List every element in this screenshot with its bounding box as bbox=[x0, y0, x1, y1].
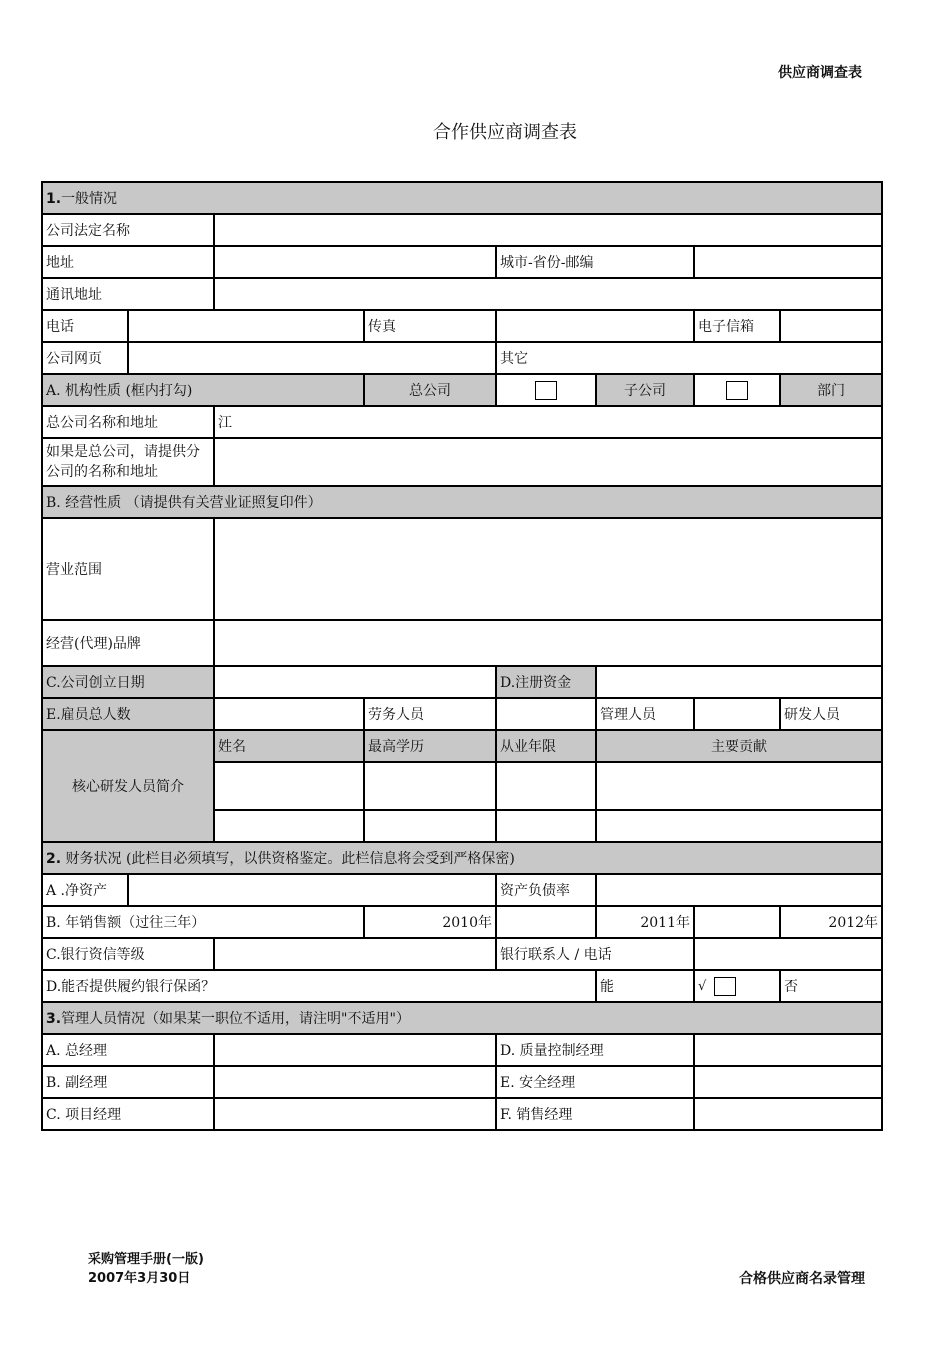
row-sales bbox=[42, 906, 882, 938]
branch-field[interactable] bbox=[214, 438, 882, 486]
core-rnd-years-1[interactable] bbox=[496, 762, 596, 810]
biz-nature-heading: B. 经营性质 （请提供有关营业证照复印件） bbox=[42, 486, 882, 518]
footer-right: 合格供应商名录管理 bbox=[739, 1271, 865, 1287]
sales-2012-label: 2012年 bbox=[780, 906, 882, 938]
core-rnd-contrib-1[interactable] bbox=[596, 762, 882, 810]
section-3-heading-row bbox=[42, 1002, 882, 1034]
sales-mgr-field[interactable] bbox=[694, 1098, 882, 1130]
branch-prompt-label: 如果是总公司，请提供分公司的名称和地址 bbox=[42, 438, 214, 486]
page-title: 合作供应商调查表 bbox=[433, 122, 577, 143]
rnd-label: 研发人员 bbox=[780, 698, 882, 730]
row-head-office bbox=[42, 406, 882, 438]
subsidiary-label: 子公司 bbox=[596, 374, 694, 406]
employees-label: E.雇员总人数 bbox=[42, 698, 214, 730]
biz-scope-label: 营业范围 bbox=[42, 518, 214, 620]
core-rnd-edu-1[interactable] bbox=[364, 762, 496, 810]
biz-scope-field[interactable] bbox=[214, 518, 882, 620]
dgm-label: B. 副经理 bbox=[42, 1066, 214, 1098]
sales-label: B. 年销售额（过往三年） bbox=[42, 906, 364, 938]
legal-name-label: 公司法定名称 bbox=[42, 214, 214, 246]
brands-label: 经营(代理)品牌 bbox=[42, 620, 214, 666]
safety-label: E. 安全经理 bbox=[496, 1066, 694, 1098]
row-address bbox=[42, 246, 882, 278]
core-rnd-edu-2[interactable] bbox=[364, 810, 496, 842]
head-office-checkbox-cell bbox=[496, 374, 596, 406]
bank-contact-label: 银行联系人 / 电话 bbox=[496, 938, 694, 970]
pm-field[interactable] bbox=[214, 1098, 496, 1130]
row-founded bbox=[42, 666, 882, 698]
footer-manual: 采购管理手册(一版) bbox=[88, 1252, 204, 1267]
guarantee-yes-label: 能 bbox=[596, 970, 694, 1002]
row-contact bbox=[42, 310, 882, 342]
fax-label: 传真 bbox=[364, 310, 496, 342]
header-right-label: 供应商调查表 bbox=[778, 65, 862, 81]
section-2-heading: 2. 财务状况 (此栏目必须填写，以供资格鉴定。此栏信息将会受到严格保密) bbox=[42, 842, 882, 874]
col-edu-header: 最高学历 bbox=[364, 730, 496, 762]
guarantee-check-cell bbox=[694, 970, 780, 1002]
other-label: 其它 bbox=[496, 342, 882, 374]
bank-contact-field[interactable] bbox=[694, 938, 882, 970]
phone-field[interactable] bbox=[128, 310, 364, 342]
core-rnd-contrib-2[interactable] bbox=[596, 810, 882, 842]
safety-field[interactable] bbox=[694, 1066, 882, 1098]
employees-field[interactable] bbox=[214, 698, 364, 730]
footer-left bbox=[88, 1250, 204, 1288]
email-label: 电子信箱 bbox=[694, 310, 780, 342]
head-name-addr-field[interactable]: 江 bbox=[214, 406, 882, 438]
head-office-checkbox[interactable] bbox=[535, 381, 557, 400]
col-contrib-header: 主要贡献 bbox=[596, 730, 882, 762]
row-core-rnd-header bbox=[42, 730, 882, 762]
sales-mgr-label: F. 销售经理 bbox=[496, 1098, 694, 1130]
sales-2011-field[interactable] bbox=[694, 906, 780, 938]
debt-ratio-label: 资产负债率 bbox=[496, 874, 596, 906]
row-legal-name bbox=[42, 214, 882, 246]
row-dgm bbox=[42, 1066, 882, 1098]
section-3-heading: 3.管理人员情况（如果某一职位不适用，请注明"不适用"） bbox=[42, 1002, 882, 1034]
gm-field[interactable] bbox=[214, 1034, 496, 1066]
row-biz-scope bbox=[42, 518, 882, 620]
fax-field[interactable] bbox=[496, 310, 694, 342]
subsidiary-checkbox[interactable] bbox=[726, 381, 748, 400]
survey-table bbox=[41, 181, 883, 1131]
head-name-addr-label: 总公司名称和地址 bbox=[42, 406, 214, 438]
row-branches bbox=[42, 438, 882, 486]
core-rnd-name-2[interactable] bbox=[214, 810, 364, 842]
email-field[interactable] bbox=[780, 310, 882, 342]
section-1-heading: 1.一般情况 bbox=[42, 182, 882, 214]
net-assets-label: A .净资产 bbox=[42, 874, 128, 906]
row-org-type bbox=[42, 374, 882, 406]
row-net-assets bbox=[42, 874, 882, 906]
qc-label: D. 质量控制经理 bbox=[496, 1034, 694, 1066]
sales-2010-label: 2010年 bbox=[364, 906, 496, 938]
reg-capital-field[interactable] bbox=[596, 666, 882, 698]
founded-label: C.公司创立日期 bbox=[42, 666, 214, 698]
col-years-header: 从业年限 bbox=[496, 730, 596, 762]
debt-ratio-field[interactable] bbox=[596, 874, 882, 906]
pm-label: C. 项目经理 bbox=[42, 1098, 214, 1130]
legal-name-field[interactable] bbox=[214, 214, 882, 246]
section-2-heading-row bbox=[42, 842, 882, 874]
section-1-heading-row bbox=[42, 182, 882, 214]
labor-label: 劳务人员 bbox=[364, 698, 496, 730]
core-rnd-label: 核心研发人员简介 bbox=[42, 730, 214, 842]
guarantee-checkbox[interactable] bbox=[714, 977, 736, 996]
qc-field[interactable] bbox=[694, 1034, 882, 1066]
sales-2010-field[interactable] bbox=[496, 906, 596, 938]
dgm-field[interactable] bbox=[214, 1066, 496, 1098]
net-assets-field[interactable] bbox=[128, 874, 496, 906]
website-label: 公司网页 bbox=[42, 342, 128, 374]
address-field[interactable] bbox=[214, 246, 496, 278]
org-type-label: A. 机构性质 (框内打勾) bbox=[42, 374, 364, 406]
row-guarantee bbox=[42, 970, 882, 1002]
phone-label: 电话 bbox=[42, 310, 128, 342]
mail-address-label: 通讯地址 bbox=[42, 278, 214, 310]
guarantee-no-label: 否 bbox=[780, 970, 882, 1002]
reg-capital-label: D.注册资金 bbox=[496, 666, 596, 698]
head-office-label: 总公司 bbox=[364, 374, 496, 406]
subsidiary-checkbox-cell bbox=[694, 374, 780, 406]
row-pm bbox=[42, 1098, 882, 1130]
row-employees bbox=[42, 698, 882, 730]
row-biz-nature bbox=[42, 486, 882, 518]
brands-field[interactable] bbox=[214, 620, 882, 666]
row-brands bbox=[42, 620, 882, 666]
managers-label: 管理人员 bbox=[596, 698, 694, 730]
department-label: 部门 bbox=[780, 374, 882, 406]
city-field[interactable] bbox=[694, 246, 882, 278]
checkmark-icon: √ bbox=[698, 979, 707, 994]
founded-field[interactable] bbox=[214, 666, 496, 698]
row-website bbox=[42, 342, 882, 374]
col-name-header: 姓名 bbox=[214, 730, 364, 762]
address-label: 地址 bbox=[42, 246, 214, 278]
core-rnd-name-1[interactable] bbox=[214, 762, 364, 810]
survey-form bbox=[41, 181, 881, 1131]
mail-address-field[interactable] bbox=[214, 278, 882, 310]
labor-field[interactable] bbox=[496, 698, 596, 730]
sales-2011-label: 2011年 bbox=[596, 906, 694, 938]
row-gm bbox=[42, 1034, 882, 1066]
core-rnd-years-2[interactable] bbox=[496, 810, 596, 842]
row-credit bbox=[42, 938, 882, 970]
credit-label: C.银行资信等级 bbox=[42, 938, 214, 970]
guarantee-label: D.能否提供履约银行保函？ bbox=[42, 970, 596, 1002]
credit-field[interactable] bbox=[214, 938, 496, 970]
gm-label: A. 总经理 bbox=[42, 1034, 214, 1066]
city-label: 城市-省份-邮编 bbox=[496, 246, 694, 278]
managers-field[interactable] bbox=[694, 698, 780, 730]
footer-date: 2007年3月30日 bbox=[88, 1271, 191, 1286]
website-field[interactable] bbox=[128, 342, 496, 374]
row-mail-address bbox=[42, 278, 882, 310]
